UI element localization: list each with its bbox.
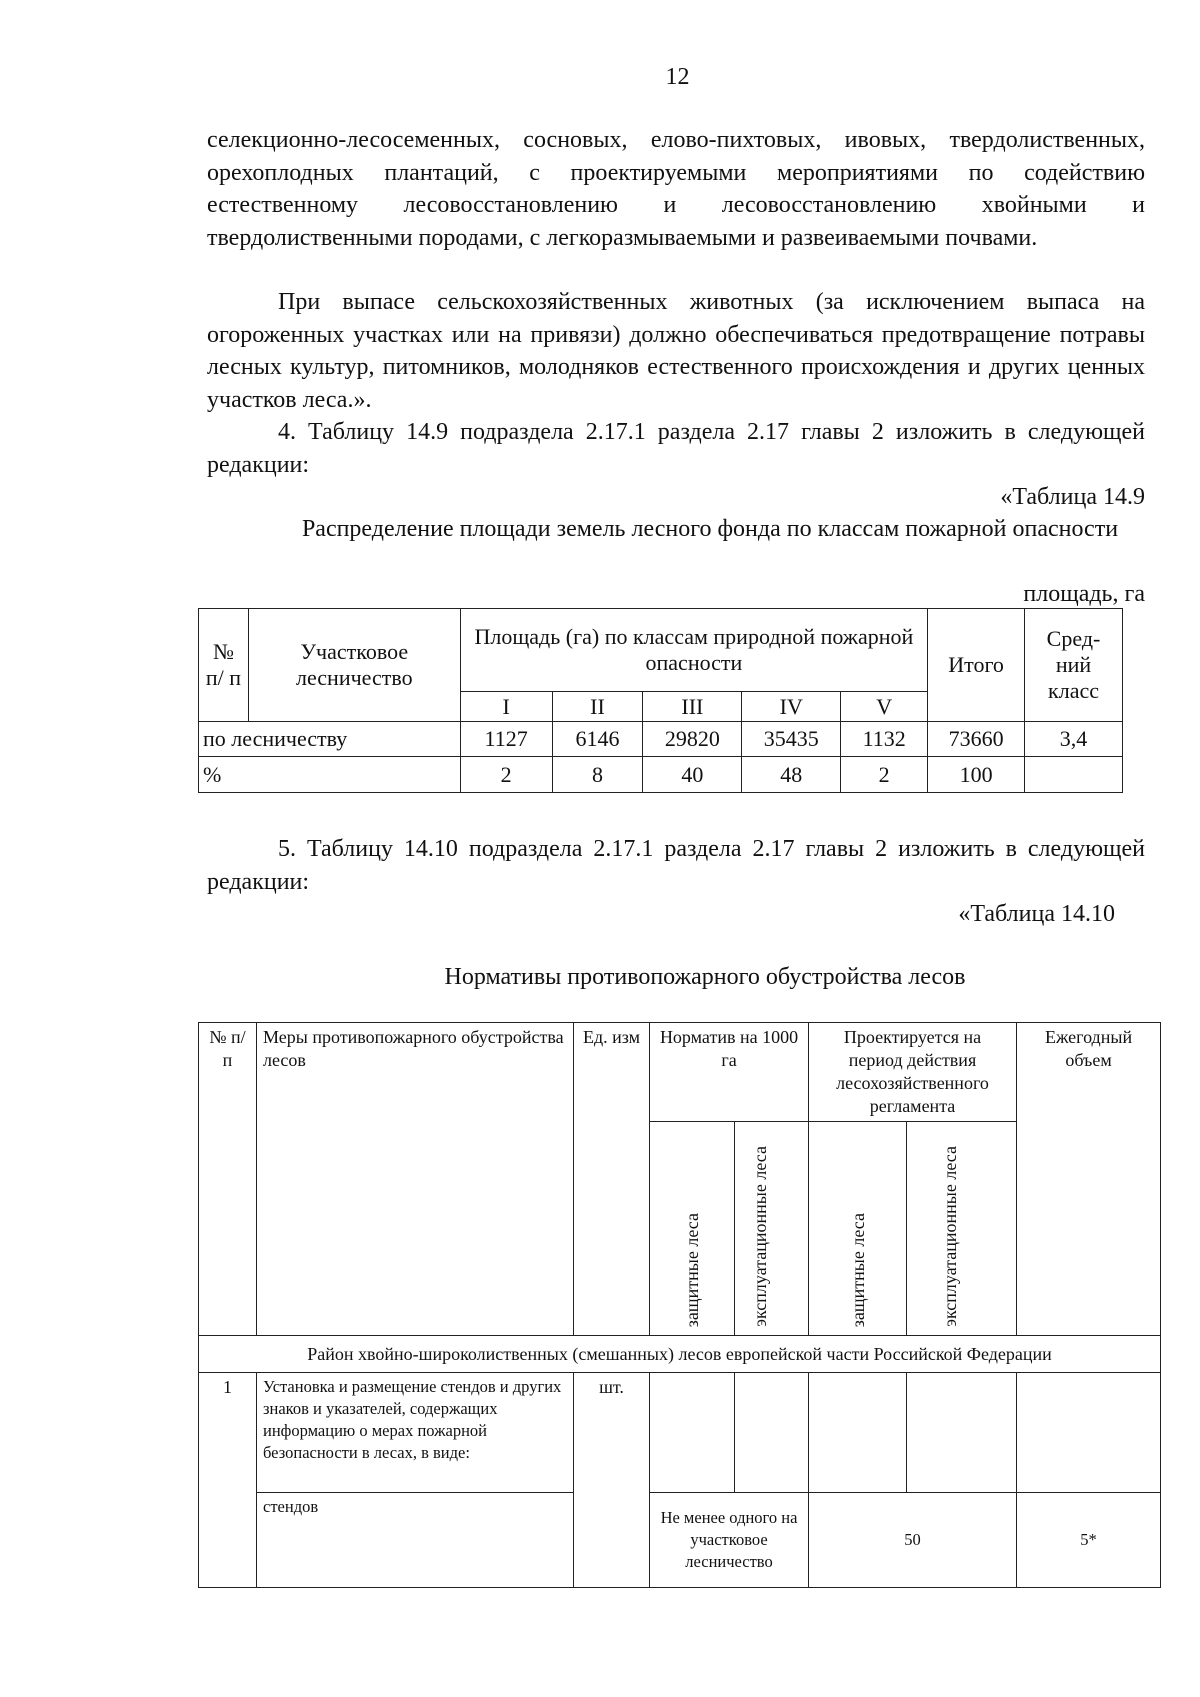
cell-planned: 50 (809, 1493, 1017, 1588)
header-norm: Норматив на 1000 га (650, 1023, 809, 1122)
table-14-9-label: «Таблица 14.9 (1000, 484, 1145, 510)
paragraph-continuation: селекционно-лесосеменных, сосновых, елово-пихтовых, ивовых, твердолиственных, орехоплодных плантаций, с проектируемыми мероприятиями по содействию естественному лесовосстановлению и лесовосстановлению хвойными и твердолиственными породами, с легкоразмываемыми и развеиваемыми почвами. (207, 127, 1145, 251)
paragraph-item-4: 4. Таблицу 14.9 подраздела 2.17.1 раздела 2.17 главы 2 изложить в следующей редакции: (207, 419, 1145, 478)
cell-value: 1127 (460, 722, 552, 757)
header-class-1: I (460, 692, 552, 722)
row-measure: стендов (257, 1493, 574, 1588)
row-label: по лесничеству (199, 722, 461, 757)
row-measure: Установка и размещение стендов и других знаков и указателей, содержащих информацию о мерах пожарной безопасности в лесах, в виде: (257, 1373, 574, 1493)
paragraph-grazing: При выпасе сельскохозяйственных животных (за исключением выпаса на огороженных участках или на привязи) должно обеспечиваться предотвращение потравы лесных культур, питомников, молодняков естественного происхождения и других ценных участков леса.». (207, 289, 1145, 413)
cell-value: 8 (552, 757, 643, 793)
cell-avg: 3,4 (1025, 722, 1123, 757)
row-num: 1 (199, 1373, 257, 1588)
table-row (199, 1373, 1161, 1493)
cell-value: 6146 (552, 722, 643, 757)
header-class-5: V (841, 692, 928, 722)
cell-norm: Не менее одного на участковое лесничество (650, 1493, 809, 1588)
header-class-3: III (643, 692, 742, 722)
cell-value: 1132 (841, 722, 928, 757)
cell-avg (1025, 757, 1123, 793)
paragraph-item-5: 5. Таблицу 14.10 подраздела 2.17.1 раздела 2.17 главы 2 изложить в следующей редакции: (207, 836, 1145, 895)
cell-value: 2 (841, 757, 928, 793)
header-norm-exploitation: эксплуатационные леса (749, 1146, 770, 1327)
header-class-2: II (552, 692, 643, 722)
header-area: Площадь (га) по классам природной пожарной опасности (460, 609, 927, 692)
table-row (199, 757, 1123, 793)
header-planned-protective: защитные леса (847, 1212, 868, 1327)
cell-total: 73660 (928, 722, 1025, 757)
header-norm-protective: защитные леса (682, 1212, 702, 1327)
header-num: № п/п (199, 1023, 257, 1336)
table-row (199, 1493, 1161, 1588)
page-number: 12 (665, 64, 690, 90)
header-total: Итого (928, 609, 1025, 722)
cell-value: 29820 (643, 722, 742, 757)
cell-value: 2 (460, 757, 552, 793)
row-label: % (199, 757, 461, 793)
cell-value: 40 (643, 757, 742, 793)
header-num: № п/ п (199, 609, 249, 722)
cell-annual: 5* (1017, 1493, 1161, 1588)
table-14-9-title: Распределение площади земель лесного фонда по классам пожарной опасности (301, 516, 1119, 542)
header-measures: Меры противопожарного обустройства лесов (257, 1023, 574, 1336)
header-class-4: IV (742, 692, 841, 722)
cell-value: 48 (742, 757, 841, 793)
table-row (199, 722, 1123, 757)
region-heading: Район хвойно-широколиственных (смешанных) лесов европейской части Российской Федерации (199, 1336, 1161, 1373)
header-forestry: Участковое лесничество (248, 609, 460, 722)
header-annual: Ежегодный объем (1017, 1023, 1161, 1336)
table-14-9 (198, 608, 1123, 793)
header-avg-class: Сред-ний класс (1025, 609, 1123, 722)
header-planned: Проектируется на период действия лесохозяйственного регламента (809, 1023, 1017, 1122)
header-unit: Ед. изм (574, 1023, 650, 1336)
table-14-10-title: Нормативы противопожарного обустройства лесов (444, 964, 966, 990)
table-14-10 (198, 1022, 1161, 1588)
table-14-9-unit: площадь, га (1023, 581, 1145, 607)
header-planned-exploitation: эксплуатационные леса (939, 1146, 960, 1327)
table-14-10-label: «Таблица 14.10 (958, 901, 1115, 927)
row-unit: шт. (574, 1373, 650, 1588)
cell-value: 35435 (742, 722, 841, 757)
cell-total: 100 (928, 757, 1025, 793)
